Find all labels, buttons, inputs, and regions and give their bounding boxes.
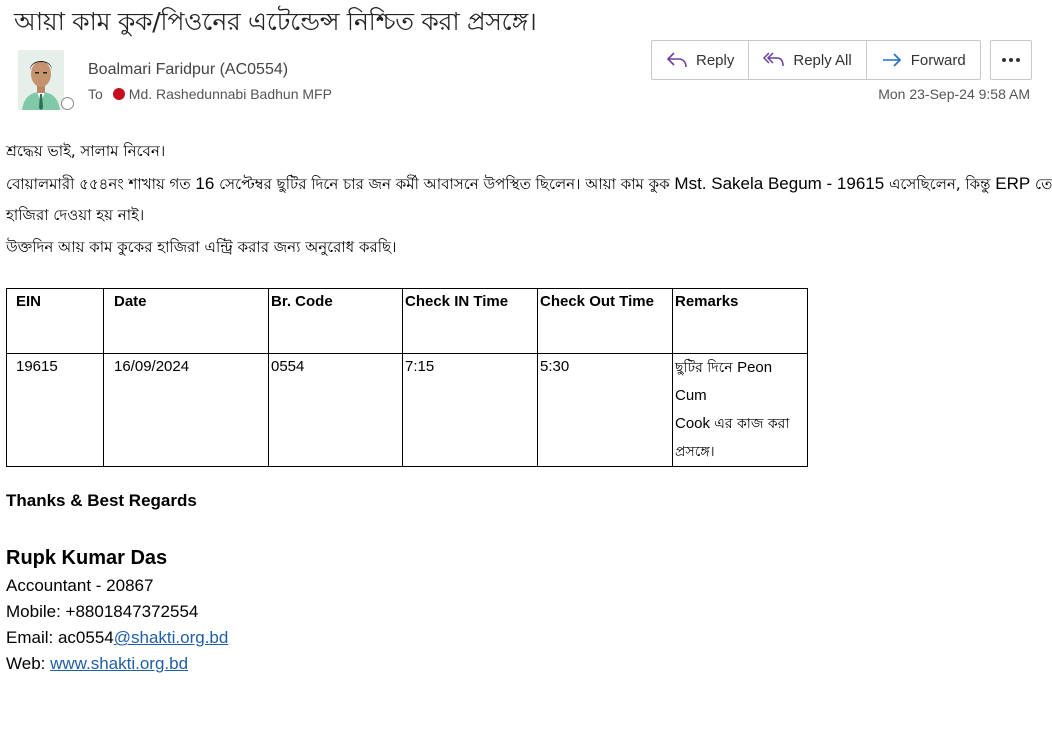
remarks-bn-1: ছুটির দিনে: [675, 360, 738, 376]
reply-icon: [666, 51, 688, 69]
cell-check-out: 5:30: [538, 354, 673, 467]
forward-arrow-icon: [881, 51, 903, 69]
signature-mobile: Mobile: +8801847372554: [6, 602, 199, 621]
body-paragraph-1-line-2: হাজিরা দেওয়া হয় নাই।: [6, 206, 145, 224]
recipient-name[interactable]: Md. Rashedunnabi Badhun MFP: [128, 86, 332, 102]
attendance-table: [6, 288, 808, 467]
email-prefix: Email: ac0554: [6, 628, 114, 647]
signature-title: Accountant - 20867: [6, 576, 154, 595]
reply-all-label: Reply All: [793, 51, 852, 69]
p1-text-d: তে: [1030, 175, 1052, 193]
p1-text-a: বোয়ালমারী ৫৫৪নং শাখায় গত: [6, 175, 196, 193]
body-paragraph-1: [6, 173, 1052, 198]
cell-br-code: 0554: [269, 354, 403, 467]
signature-name: Rupk Kumar Das: [6, 547, 168, 569]
p1-text-c: এসেছিলেন, কিন্তু: [884, 175, 996, 193]
reply-button[interactable]: [652, 41, 749, 79]
header-date: Date: [104, 289, 269, 354]
message-actions: [651, 40, 981, 80]
reply-label: Reply: [696, 51, 735, 69]
header-br-code: Br. Code: [269, 289, 403, 354]
sender-avatar[interactable]: [18, 50, 64, 110]
greeting-text: শ্রদ্ধেয় ভাই, সালাম নিবেন।: [6, 142, 166, 160]
body-paragraph-2: উক্তদিন আয় কাম কুকের হাজিরা এন্ট্রি করার জন্য অনুরোধ করছি।: [6, 238, 397, 256]
forward-label: Forward: [910, 51, 966, 69]
signature-web: [6, 654, 188, 674]
cell-check-in: 7:15: [403, 354, 538, 467]
header-check-in: Check IN Time: [403, 289, 538, 354]
remarks-bn-3: প্রসঙ্গে।: [675, 444, 715, 460]
p1-text-b: সেপ্টেম্বর ছুটির দিনে চার জন কর্মী আবাসনে উপস্থিত ছিলেন। আয়া কাম কুক: [214, 175, 675, 193]
recipient-row: [88, 86, 332, 102]
forward-button[interactable]: [867, 41, 980, 79]
remarks-text: [675, 354, 807, 466]
cell-ein: 19615: [7, 354, 104, 467]
table-row: [7, 354, 808, 467]
sent-timestamp: Mon 23-Sep-24 9:58 AM: [878, 86, 1030, 102]
header-ein: EIN: [7, 289, 104, 354]
p1-date-number: 16: [195, 174, 215, 193]
web-link[interactable]: www.shakti.org.bd: [50, 654, 189, 673]
email-link[interactable]: @shakti.org.bd: [113, 628, 229, 647]
header-remarks: Remarks: [673, 289, 808, 354]
regards-text: Thanks & Best Regards: [6, 491, 197, 510]
remarks-en-2: Cook: [675, 415, 715, 432]
p1-erp: ERP: [995, 174, 1031, 193]
reply-all-icon: [763, 51, 785, 69]
reply-all-button[interactable]: [749, 41, 866, 79]
more-actions-button[interactable]: [990, 40, 1032, 80]
p1-employee-name: Mst. Sakela Begum - 19615: [674, 174, 885, 193]
header-check-out: Check Out Time: [538, 289, 673, 354]
remarks-bn-2: এর কাজ করা: [714, 416, 790, 432]
busy-status-icon: [113, 88, 125, 100]
email-subject: আয়া কাম কুক/পিওনের এটেন্ডেন্স নিশ্চিত করা প্রসঙ্গে।: [14, 7, 537, 36]
sender-name[interactable]: Boalmari Faridpur (AC0554): [88, 61, 289, 78]
table-header-row: [7, 289, 808, 354]
web-prefix: Web:: [6, 654, 51, 673]
remarks-en-1: Peon Cum: [675, 359, 773, 404]
cell-date: 16/09/2024: [104, 354, 269, 467]
signature-email: [6, 628, 228, 648]
cell-remarks: [673, 354, 808, 467]
ellipsis-icon: [1001, 57, 1021, 63]
presence-status-icon: [61, 97, 74, 110]
to-label: To: [88, 86, 103, 102]
